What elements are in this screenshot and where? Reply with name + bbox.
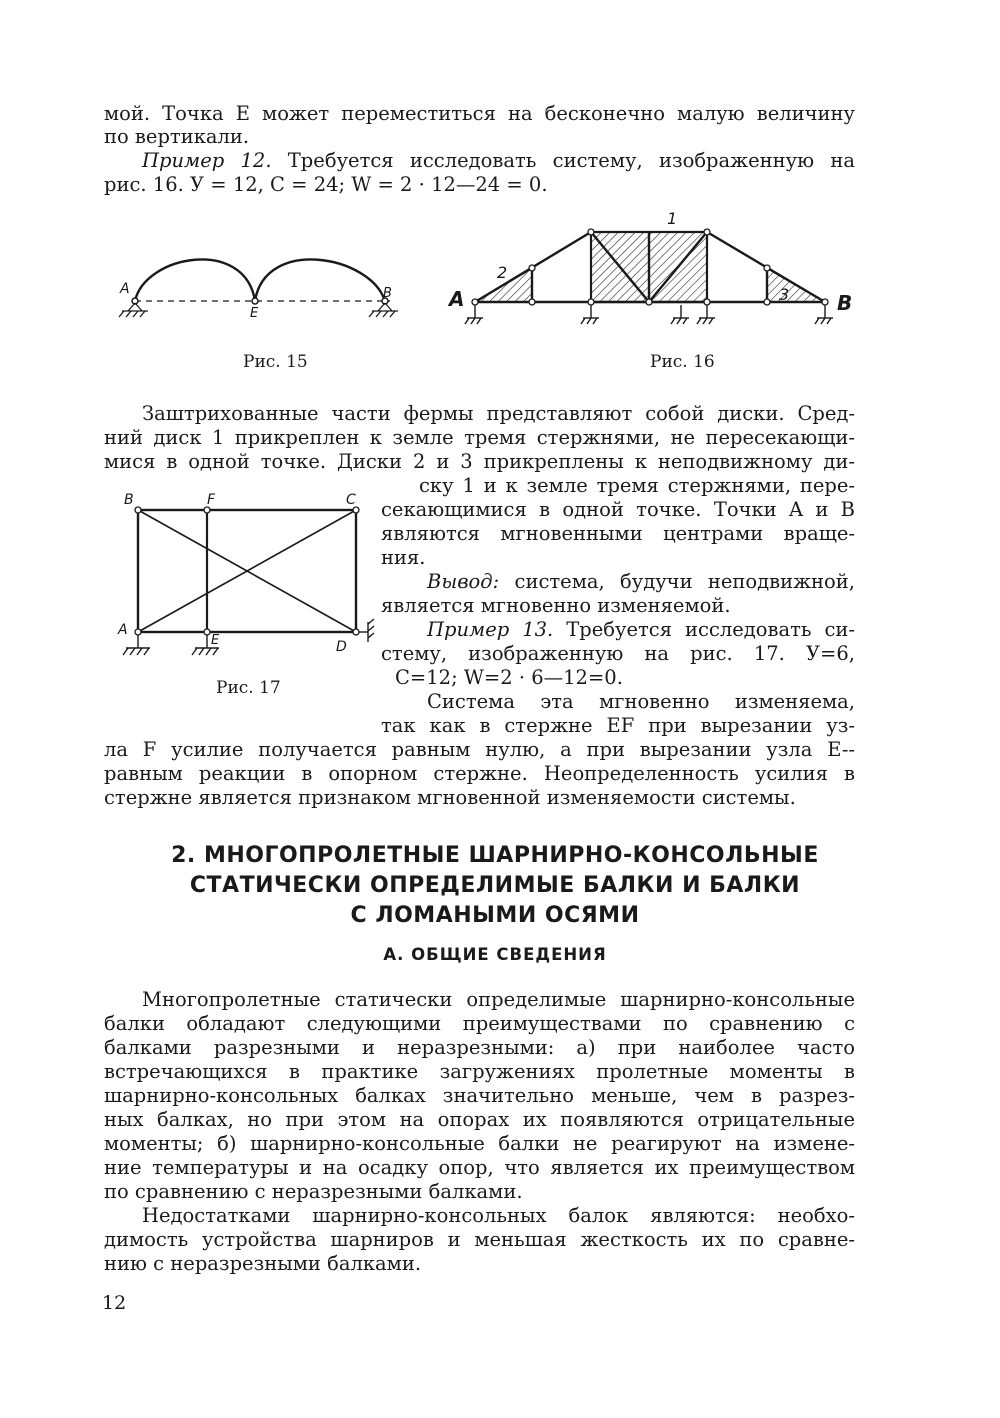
fig17-label-e: E (211, 633, 220, 648)
fig15-label-e: E (250, 306, 259, 321)
advantages-line: Многопролетные статически определимые шарнирно-консольные (142, 988, 855, 1011)
figure-15-arches (100, 245, 400, 325)
advantages-line: встречающихся в практике загружениях пролетные моменты в (104, 1060, 855, 1083)
fig15-caption: Рис. 15 (243, 352, 308, 372)
figure-16-truss (445, 210, 865, 340)
fig16-label-a: A (449, 287, 465, 311)
discs-line-1: Заштрихованные части фермы представляют собой диски. Сред- (142, 402, 855, 425)
fig17-label-b: B (124, 492, 134, 508)
example13-line-2: стему, изображенную на рис. 17. У=6, (381, 642, 855, 665)
conclusion-text: система, будучи неподвижной, (499, 570, 855, 593)
example13-line-1 (381, 618, 855, 641)
system-line-2: так как в стержне EF при вырезании уз- (381, 714, 855, 737)
fig16-caption: Рис. 16 (650, 352, 715, 372)
section-heading-line-2: СТАТИЧЕСКИ ОПРЕДЕЛИМЫЕ БАЛКИ И БАЛКИ (189, 873, 801, 898)
advantages-line: ных балках, но при этом на опорах их появляются отрицательные (104, 1108, 855, 1131)
discs-line-4: ску 1 и к земле тремя стержнями, пере- (419, 474, 855, 497)
support-a-icon (119, 303, 148, 317)
conclusion-line-1 (381, 570, 855, 593)
example12-line-2: рис. 16. У = 12, С = 24; W = 2 · 12—24 = 0. (104, 173, 548, 196)
fig16-label-3: 3 (779, 285, 790, 304)
support-b-icon (369, 303, 398, 317)
fig16-label-2: 2 (497, 263, 508, 282)
disadvantages-line: нию с неразрезными балками. (104, 1252, 422, 1275)
system-line-4: равным реакции в опорном стержне. Неопределенность усилия в (104, 762, 855, 785)
disadvantages-line: Недостатками шарнирно-консольных балок являются: необхо- (142, 1204, 855, 1227)
example12-label: Пример 12. (142, 149, 272, 172)
example13-text: Требуется исследовать си- (553, 618, 855, 641)
example13-label: Пример 13. (427, 618, 554, 641)
discs-line-2: ний диск 1 прикреплен к земле тремя стержнями, не пересекающи- (104, 426, 855, 449)
right-arch (255, 259, 385, 301)
example13-line-3: С=12; W=2 · 6—12=0. (395, 666, 623, 689)
discs-line-3: мися в одной точке. Диски 2 и 3 прикреплены к неподвижному ди- (104, 450, 855, 473)
advantages-line: шарнирно-консольных балках значительно меньше, чем в разрез- (104, 1084, 855, 1107)
example12-text: Требуется исследовать систему, изображенную на (271, 149, 855, 172)
fig17-label-d: D (336, 639, 347, 655)
truss-supports-icon (465, 305, 833, 324)
fig16-label-1: 1 (667, 209, 678, 228)
fig17-label-a: A (118, 622, 128, 638)
left-arch (135, 259, 255, 301)
discs-line-5: секающимися в одной точке. Точки A и B (381, 498, 855, 521)
section-heading-line-1: 2. МНОГОПРОЛЕТНЫЕ ШАРНИРНО-КОНСОЛЬНЫЕ (171, 843, 819, 868)
fig17-label-f: F (207, 492, 216, 508)
advantages-line: моменты; б) шарнирно-консольные балки не реагируют на измене- (104, 1132, 855, 1155)
advantages-line: ние температуры и на осадку опор, что является их преимуществом (104, 1156, 855, 1179)
fig15-label-a: A (120, 281, 130, 297)
disadvantages-line: димость устройства шарниров и меньшая жесткость их по сравне- (104, 1228, 855, 1251)
discs-line-6: являются мгновенными центрами враще- (381, 522, 855, 545)
page-number: 12 (102, 1292, 127, 1314)
fig17-label-c: C (346, 492, 356, 508)
intro-line-2: по вертикали. (104, 125, 250, 148)
fig15-label-b: B (383, 286, 392, 301)
figure-17-frame (110, 488, 380, 668)
advantages-line: по сравнению с неразрезными балками. (104, 1180, 523, 1203)
conclusion-line-2: является мгновенно изменяемой. (381, 594, 731, 617)
system-line-3: ла F усилие получается равным нулю, а при вырезании узла E-- (104, 738, 855, 761)
fig16-label-b: B (837, 291, 853, 315)
example12-line-1 (104, 149, 855, 172)
advantages-line: балками разрезными и неразрезными: а) при наиболее часто (104, 1036, 855, 1059)
subsection-heading: А. ОБЩИЕ СВЕДЕНИЯ (383, 945, 607, 964)
advantages-line: балки обладают следующими преимуществами по сравнению с (104, 1012, 855, 1035)
hinge-e (252, 298, 258, 304)
discs-line-7: ния. (381, 546, 426, 569)
intro-line-1: мой. Точка E может переместиться на бесконечно малую величину (104, 102, 855, 125)
section-heading-line-3: С ЛОМАНЫМИ ОСЯМИ (350, 903, 640, 928)
system-line-5: стержне является признаком мгновенной изменяемости системы. (104, 786, 796, 809)
conclusion-label: Вывод: (427, 570, 500, 593)
system-line-1: Система эта мгновенно изменяема, (427, 690, 855, 713)
fig17-caption: Рис. 17 (216, 678, 281, 698)
